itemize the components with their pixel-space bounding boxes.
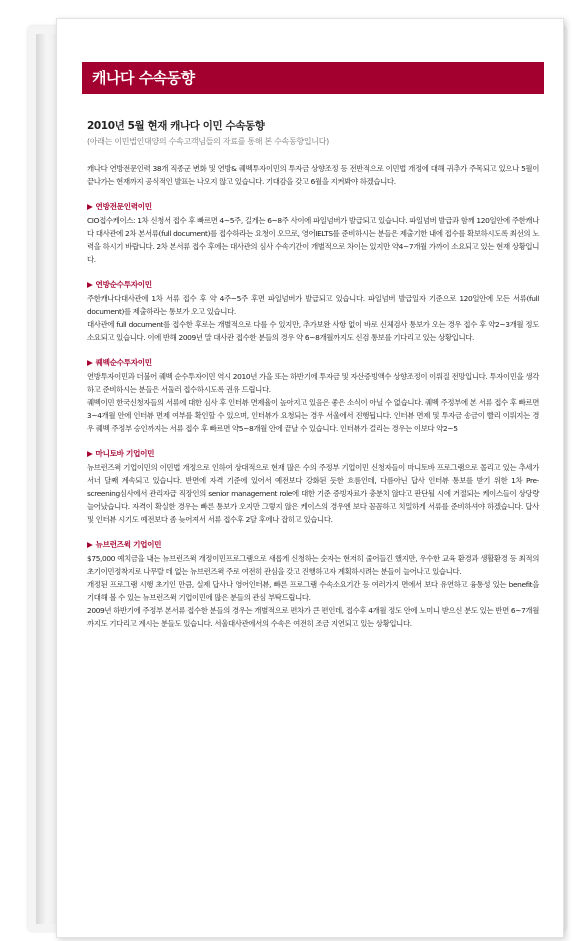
section-heading [87,357,539,369]
section-heading-label: 연방전문인력이민 [95,202,152,211]
section-paragraph: 퀘벡이민 한국신청자들의 서류에 대한 심사 후 인터뷰 면제율이 높아지고 있음은 좋은 소식이 아닐 수 없습니다. 퀘벡 주정부에 본 서류 접수 후 빠르면 3~4개월 안에 인터뷰 면제 여부를 확인할 수 있으며, 인터뷰가 요청되는 경우 서울에서 진행됩니다. 인터뷰 면제 및 투자금 송금이 빨리 이뤄지는 경우 퀘벡 주정부 승인까지는 서류 접수 후 빠르면 약5~8개월 안에 끝날 수 있습니다. 인터뷰가 걸리는 경우는 이보다 약2~5 [87,398,539,433]
header-banner [82,62,544,94]
section-paragraph: 연방투자이민과 더불어 퀘벡 순수투자이민 역시 2010년 가을 또는 하반기에 투자금 및 자산증빙액수 상향조정이 이뤄질 전망입니다. 투자이민을 생각하고 준비하시는 분들은 서둘러 접수하시도록 권유 드립니다. [87,372,539,394]
section-manitoba-business [87,448,539,526]
section-heading [87,448,539,460]
section-heading [87,201,539,213]
section-heading [87,279,539,291]
intro-paragraph: 캐나다 연방전문인력 38개 직종군 변화 및 연방& 퀘벡투자이민의 투자금 상향조정 등 전반적으로 이민법 개정에 대해 귀추가 주목되고 있으나 5월이 끝나가는 현재까지 공식적인 발표는 나오지 않고 있습니다. 기대감을 갖고 6월을 지켜봐야 하겠습니다. [87,164,539,186]
section-heading [87,539,539,551]
section-federal-skilled [87,201,539,266]
section-heading-label: 연방순수투자이민 [95,280,152,289]
section-paragraph: $75,000 예치금을 내는 뉴브런즈윅 개정이민프로그램으로 새롭게 신청하는 숫자는 현저히 줄어들긴 했지만, 우수한 교육 환경과 생활환경 등 최적의 초기이민정착지로 나무랄 데 없는 뉴브런즈윅 주로 여전히 관심을 갖고 진행하고자 계획하시려는 분들이 늘어나고 있습니다. [87,554,539,576]
document-subtitle: (아래는 이민법인대양의 수속고객님들의 자료를 통해 본 수속동향입니다) [87,137,329,146]
section-paragraph: CIO접수케이스: 1차 신청서 접수 후 빠르면 4~5주, 길게는 6~8주 사이에 파일넘버가 발급되고 있습니다. 파일넘버 발급과 함께 120일안에 주한캐나다 대사관에 2차 본서류(full document)를 접수하라는 요청이 오므로, 영어IELTS를 준비하시는 분들은 제출기한 내에 접수를 확보하시도록 최선의 노력을 하시기 바랍니다. 2차 본서류 접수 후에는 대사관의 심사 수속기간이 개별적으로 차이는 있지만 약4~7개월 가까이 소요되고 있는 현재 상황입니다. [87,216,539,264]
triangle-bullet-icon: ▶ [87,540,93,549]
banner-title: 캐나다 수속동향 [92,69,195,87]
section-new-brunswick-business [87,539,539,630]
section-federal-investor [87,279,539,344]
section-heading-label: 마니토바 기업이민 [95,449,155,458]
section-paragraph: 대사관에 full document를 접수한 후로는 개별적으로 다를 수 있지만, 추가보완 사항 없이 바로 신체검사 통보가 오는 경우 접수 후 약2~3개월 정도 소요되고 있습니다. 이에 반해 2009년 말 대사관 접수한 분들의 경우 약 6~8개월까지도 신검 통보를 기다리고 있는 상황입니다. [87,320,539,342]
section-paragraph: 뉴브런즈윅 기업이민의 이민법 개정으로 인하여 상대적으로 현재 많은 수의 주정부 기업이민 신청자들이 마니토바 프로그램으로 몰리고 있는 추세가 서너 달째 계속되고 있습니다. 반면에 자격 기준에 있어서 예전보다 강화된 듯한 흐름인데, 다름아닌 답사 인터뷰 통보를 받기 위한 1차 Pre-screening심사에서 관리자급 직장인의 senior management role에 대한 기준 증빙자료가 충분치 않다고 판단될 시에 거절되는 케이스들이 상당량 늘어났습니다. 자격이 확실한 경우는 빠른 통보가 오지만 그렇지 않은 케이스의 경우엔 보다 꼼꼼하고 치밀하게 서류를 준비하셔야 하겠습니다. 답사 및 인터뷰 시기도 예전보다 좀 늦어져서 서류 접수후 2달 후에나 잡히고 있습니다. [87,463,539,524]
triangle-bullet-icon: ▶ [87,280,93,289]
section-heading-label: 뉴브런즈윅 기업이민 [95,540,162,549]
document-title: 2010년 5월 현재 캐나다 이민 수속동향 [87,120,265,132]
triangle-bullet-icon: ▶ [87,358,93,367]
section-paragraph: 개정된 프로그램 시행 초기인 만큼, 실제 답사나 영어인터뷰, 빠른 프로그램 수속소요기간 등 여러가지 면에서 보다 유연하고 융통성 있는 benefit을 기대해 볼 수 있는 뉴브런즈윅 기업이민에 많은 분들의 관심 부탁드립니다. [87,580,539,602]
section-quebec-investor [87,357,539,435]
document-content [87,118,539,630]
section-paragraph: 주한캐나다대사관에 1차 서류 접수 후 약 4주~5주 후면 파일넘버가 발급되고 있습니다. 파일넘버 발급일자 기준으로 120일안에 모든 서류(full document)를 제출하라는 통보가 오고 있습니다. [87,294,539,316]
triangle-bullet-icon: ▶ [87,449,93,458]
section-paragraph: 2009년 하반기에 주정부 본서류 접수한 분들의 경우는 개별적으로 편차가 큰 편인데, 접수후 4개월 정도 안에 노미니 받으신 분도 있는 반면 6~7개월까지도 기다리고 계시는 분들도 있습니다. 서울대사관에서의 수속은 여전히 조금 지연되고 있는 상황입니다. [87,606,539,628]
triangle-bullet-icon: ▶ [87,202,93,211]
section-heading-label: 퀘벡순수투자이민 [95,358,152,367]
